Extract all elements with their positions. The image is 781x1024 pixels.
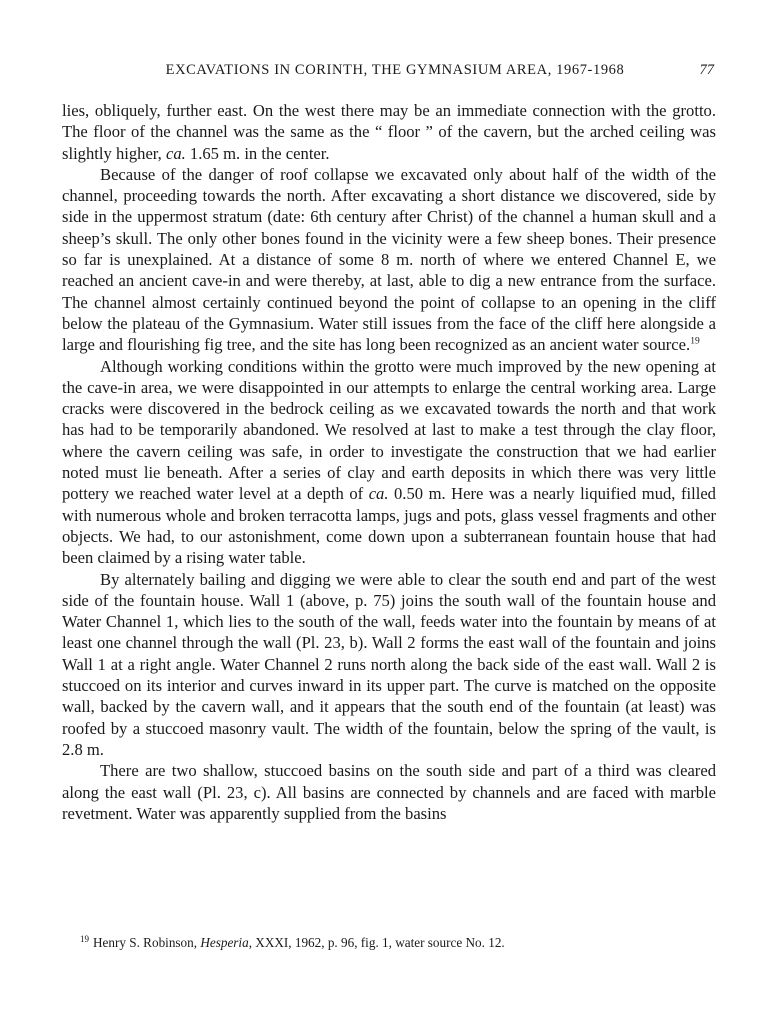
footnote-journal: Hesperia: [200, 935, 249, 950]
paragraph-1: [62, 100, 716, 164]
running-head-title: EXCAVATIONS IN CORINTH, THE GYMNASIUM AREA, 1967-1968: [165, 62, 625, 78]
footnote-author: Henry S. Robinson,: [93, 935, 201, 950]
footnote-citation: , XXXI, 1962, p. 96, fig. 1, water source No. 12.: [248, 935, 505, 950]
paragraph-1-abbrev: ca.: [165, 143, 186, 163]
paragraph-1-text: lies, obliquely, further east. On the west there may be an immediate connection with the grotto. The floor of the channel was the same as the “ floor ” of the cavern, but the arched ceiling was slightly higher,: [62, 101, 716, 163]
footnote-reference[interactable]: 19: [690, 336, 700, 347]
paragraph-3-abbrev: ca.: [368, 484, 389, 504]
paragraph-4: By alternately bailing and digging we were able to clear the south end and part of the west side of the fountain house. Wall 1 (above, p. 75) joins the south wall of the fountain house and Water Channel 1, which lies to the south of the wall, feeds water into the fountain by means of at least one channel through the wall (Pl. 23, b). Wall 2 forms the east wall of the fountain and joins Wall 1 at a right angle. Water Channel 2 runs north along the back side of the east wall. Wall 2 is stuccoed on its interior and curves inward in its upper part. The curve is matched on the opposite wall, backed by the cavern wall, and it appears that the south end of the fountain (at least) was roofed by a stuccoed masonry vault. The width of the fountain, below the spring of the vault, is 2.8 m.: [62, 569, 716, 759]
paragraph-2-text: Because of the danger of roof collapse we excavated only about half of the width of the channel, proceeding towards the north. After excavating a short distance we discovered, side by side in the uppermost stratum (date: 6th century after Christ) of the channel a human skull and a sheep’s skull. The only other bones found in the vicinity were a few sheep bones. Their presence so far is unexplained. At a distance of some 8 m. north of where we entered Channel E, we reached an ancient cave-in and were thereby, at last, able to dig a new entrance from the surface. The channel almost certainly continued beyond the point of collapse to an opening in the cliff below the plateau of the Gymnasium. Water still issues from the face of the cliff here alongside a large and flourishing fig tree, and the site has long been recognized as an ancient water source.: [62, 164, 716, 355]
running-head: [62, 62, 716, 88]
footnote-number: 19: [80, 933, 89, 944]
page: [62, 62, 716, 824]
page-number: 77: [699, 62, 714, 78]
paragraph-5: There are two shallow, stuccoed basins on the south side and part of a third was cleared along the east wall (Pl. 23, c). All basins are connected by channels and are faced with marble revetment. Water was apparently supplied from the basins: [62, 761, 716, 823]
paragraph-2: [62, 164, 716, 356]
body-text: [62, 100, 716, 824]
paragraph-3-text: Although working conditions within the grotto were much improved by the new opening at the cave-in area, we were disappointed in our attempts to enlarge the central working area. Large cracks were discovered in the bedrock ceiling as we excavated towards the north and that work has had to be temporarily abandoned. We resolved at last to make a test through the clay floor, where the cavern ceiling was safe, in order to investigate the construction that we had earlier noted must lie beneath. After a series of clay and earth deposits in which there was very little pottery we reached water level at a depth of: [62, 356, 716, 504]
paragraph-3-end: 0.50 m. Here was a nearly liquified mud, filled with numerous whole and broken terracotta lamps, jugs and pots, glass vessel fragments and other objects. We had, to our astonishment, come down upon a subterranean fountain house that had been claimed by a rising water table.: [62, 484, 716, 568]
paragraph-3: [62, 356, 716, 569]
footnote: [80, 934, 720, 951]
paragraph-1-end: 1.65 m. in the center.: [185, 143, 330, 163]
